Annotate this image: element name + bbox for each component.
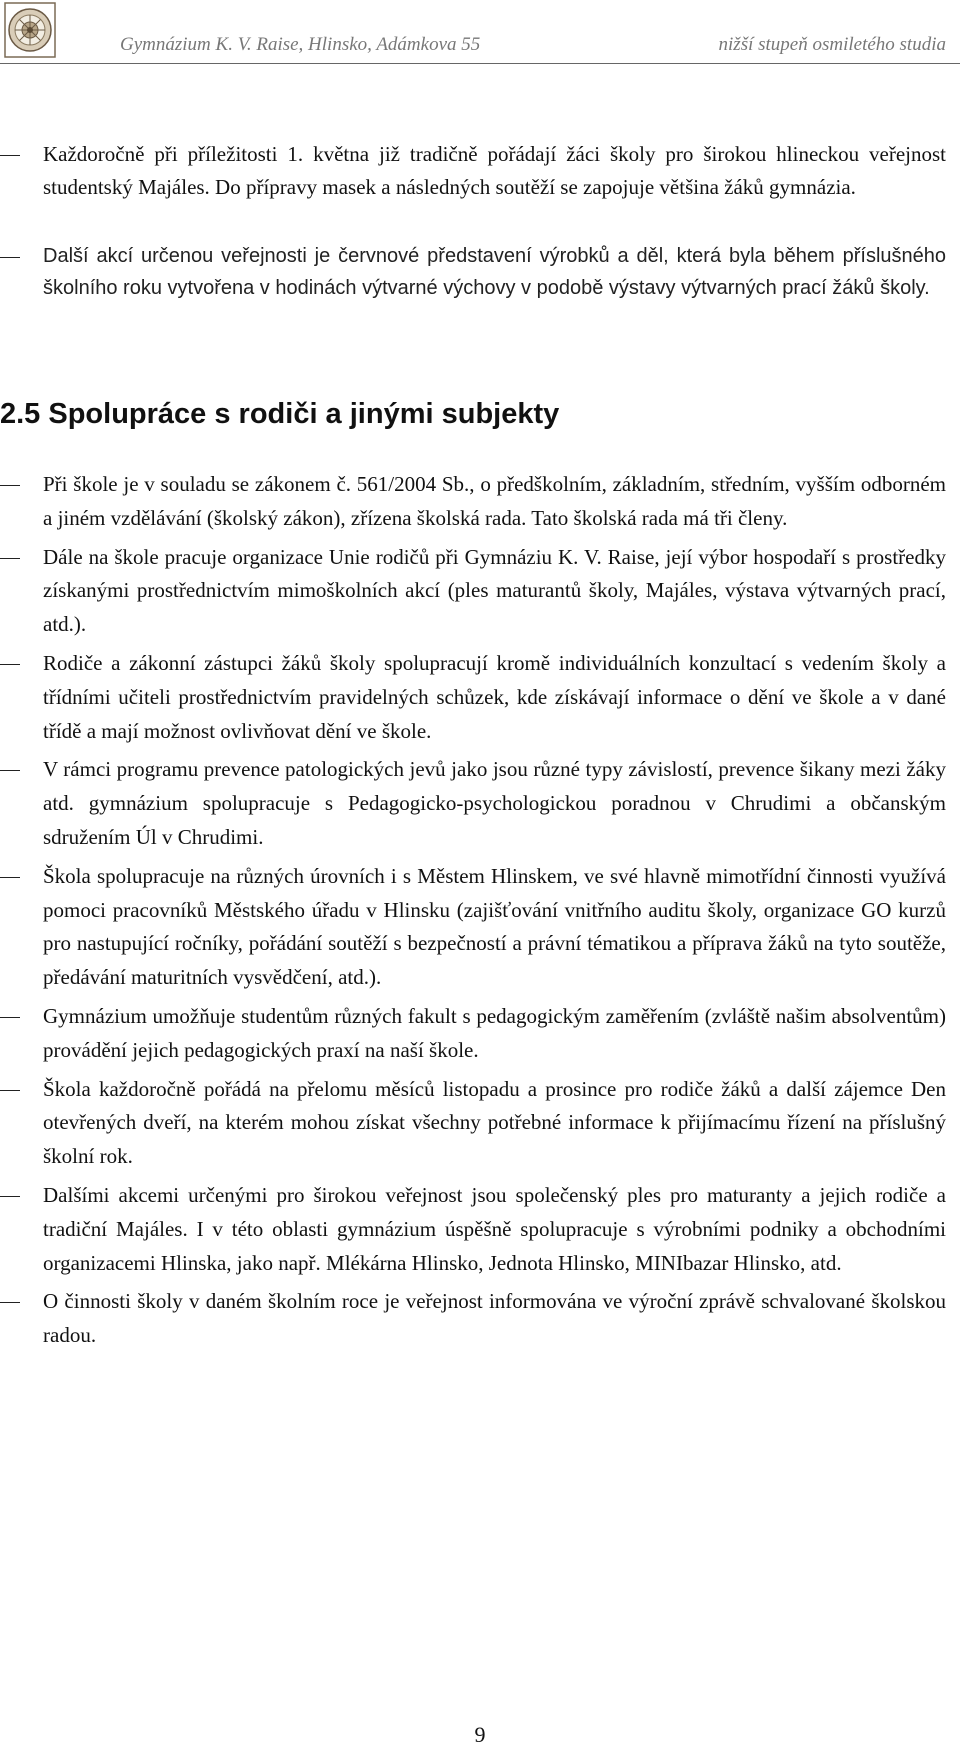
list-item-text: Dále na škole pracuje organizace Unie rodičů při Gymnáziu K. V. Raise, její výbor hospodaří s prostředky získanými prostřednictvím mimoškolních akcí (ples maturantů školy, Majáles, výstava výtvarných prací, atd.).	[43, 544, 946, 637]
section-heading: 2.5 Spolupráce s rodiči a jinými subjekty	[0, 398, 560, 430]
list-item	[0, 138, 960, 204]
list-item	[0, 1285, 960, 1353]
header-school-name: Gymnázium K. V. Raise, Hlinsko, Adámkova 55	[120, 34, 481, 55]
list-item-text: O činnosti školy v daném školním roce je veřejnost informována ve výroční zprávě schvalované školskou radou.	[43, 1289, 946, 1348]
list-item	[0, 541, 960, 642]
list-item	[0, 468, 960, 536]
list-item-text: Každoročně při příležitosti 1. května již tradičně pořádají žáci školy pro širokou hlineckou veřejnost studentský Majáles. Do přípravy masek a následných soutěží se zapojuje většina žáků gymnázia.	[43, 142, 946, 199]
header-study-level: nižší stupeň osmiletého studia	[718, 34, 946, 55]
section-list	[0, 468, 960, 1358]
list-item-text: Dalšími akcemi určenými pro širokou veřejnost jsou společenský ples pro maturanty a jejich rodiče a tradiční Majáles. I v této oblasti gymnázium úspěšně spolupracuje s výrobními podniky a obchodními organizacemi Hlinska, jako např. Mlékárna Hlinsko, Jednota Hlinsko, MINIbazar Hlinsko, atd.	[43, 1182, 946, 1275]
intro-list-sans	[0, 240, 960, 304]
page-header	[0, 0, 960, 60]
list-item-text: Další akcí určenou veřejnosti je červnové představení výrobků a děl, která byla během příslušného školního roku vytvořena v hodinách výtvarné výchovy v podobě výstavy výtvarných prací žáků školy.	[43, 245, 946, 299]
school-logo-icon	[4, 2, 56, 58]
list-item	[0, 647, 960, 748]
page-number: 9	[474, 1722, 486, 1747]
list-item	[0, 753, 960, 854]
list-item-text: V rámci programu prevence patologických jevů jako jsou různé typy závislostí, prevence šikany mezi žáky atd. gymnázium spolupracuje s Pedagogicko-psychologickou poradnou v Chrudimi a občanským sdružením Úl v Chrudimi.	[43, 757, 946, 849]
list-item-text: Škola spolupracuje na různých úrovních i s Městem Hlinskem, ve své hlavně mimotřídní činnosti využívá pomoci pracovníků Městského úřadu v Hlinsku (zajišťování vnitřního auditu školy, organizace GO kurzů pro nastupující ročníky, pořádání soutěží s bezpečností a právní tématikou a příprava žáků na tyto soutěže, předávání maturitních vysvědčení, atd.).	[43, 863, 946, 990]
list-item	[0, 1179, 960, 1280]
list-item-text: Gymnázium umožňuje studentům různých fakult s pedagogickým zaměřením (zvláště našim absolventům) provádění jejich pedagogických praxí na naší škole.	[43, 1003, 946, 1062]
list-item	[0, 860, 960, 995]
list-item	[0, 1000, 960, 1068]
list-item-text: Škola každoročně pořádá na přelomu měsíců listopadu a prosince pro rodiče žáků a další zájemce Den otevřených dveří, na kterém mohou získat všechny potřebné informace k přijímacímu řízení na příslušný školní rok.	[43, 1076, 946, 1169]
list-item	[0, 1073, 960, 1174]
intro-list	[0, 138, 960, 206]
list-item-text: Při škole je v souladu se zákonem č. 561/2004 Sb., o předškolním, základním, středním, vyšším odborném a jiném vzdělávání (školský zákon), zřízena školská rada. Tato školská rada má tři členy.	[43, 472, 946, 530]
header-divider	[0, 63, 960, 64]
list-item-text: Rodiče a zákonní zástupci žáků školy spolupracují kromě individuálních konzultací s vedením školy a třídními učiteli prostřednictvím pravidelných schůzek, kde získávají informace o dění ve škole a v dané třídě a mají možnost ovlivňovat dění ve škole.	[43, 650, 946, 743]
list-item	[0, 240, 960, 304]
